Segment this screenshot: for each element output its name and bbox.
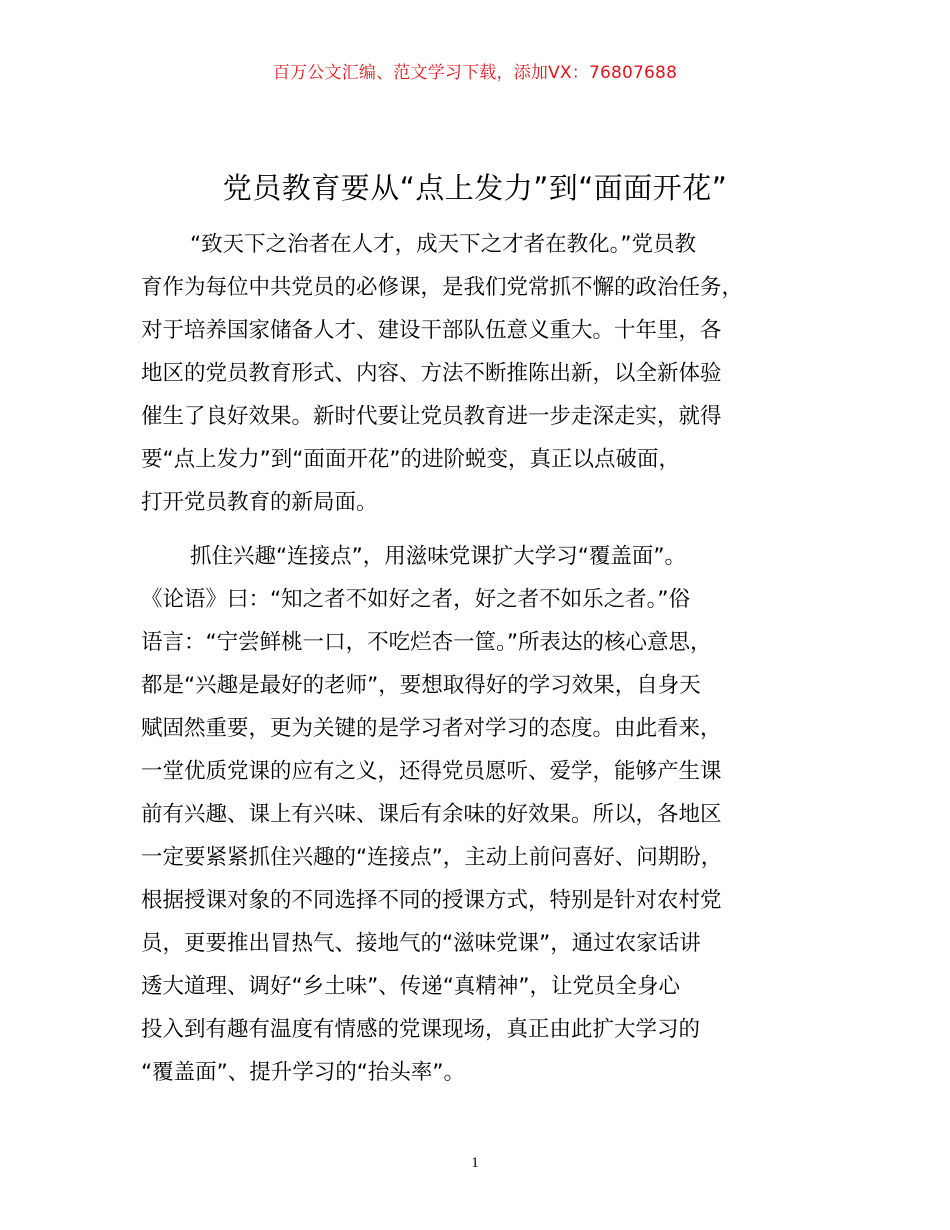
paragraph-line: 对于培养国家储备人才、建设干部队伍意义重大。十年里，各: [141, 318, 722, 343]
paragraph-line: “覆盖面”、提升学习的“抬头率”。: [141, 1060, 466, 1085]
paragraph-line: 育作为每位中共党员的必修课，是我们党常抓不懈的政治任务，: [141, 275, 744, 300]
paragraph-line: 根据授课对象的不同选择不同的授课方式，特别是针对农村党: [141, 888, 722, 913]
paragraph-line: 投入到有趣有温度有情感的党课现场，真正由此扩大学习的: [141, 1017, 701, 1042]
document-title: 党员教育要从“点上发力”到“面面开花”: [222, 171, 728, 205]
paragraph-line: “致天下之治者在人才，成天下之才者在教化。”党员教: [190, 232, 697, 257]
paragraph-line: 要“点上发力”到“面面开花”的进阶蜕变，真正以点破面，: [141, 447, 681, 472]
paragraph-line: 一定要紧紧抓住兴趣的“连接点”，主动上前问喜好、问期盼，: [141, 845, 723, 870]
paragraph-line: 打开党员教育的新局面。: [141, 490, 378, 515]
paragraph-line: 赋固然重要，更为关键的是学习者对学习的态度。由此看来，: [141, 716, 722, 741]
header-note: 百万公文汇编、范文学习下载，添加VX：76807688: [272, 63, 678, 83]
paragraph-line: 抓住兴趣“连接点”，用滋味党课扩大学习“覆盖面”。: [190, 544, 687, 569]
paragraph-line: 透大道理、调好“乡土味”、传递“真精神”，让党员全身心: [141, 974, 681, 999]
paragraph-line: 员，更要推出冒热气、接地气的“滋味党课”，通过农家话讲: [141, 931, 701, 956]
paragraph-line: 一堂优质党课的应有之义，还得党员愿听、爱学，能够产生课: [141, 759, 722, 784]
paragraph-line: 催生了良好效果。新时代要让党员教育进一步走深走实，就得: [141, 404, 722, 429]
paragraph-line: 地区的党员教育形式、内容、方法不断推陈出新，以全新体验: [141, 361, 722, 386]
paragraph-line: 语言：“宁尝鲜桃一口，不吃烂杏一筐。”所表达的核心意思，: [141, 630, 712, 655]
paragraph-line: 《论语》曰：“知之者不如好之者，好之者不如乐之者。”俗: [141, 587, 691, 612]
page-number: 1: [471, 1155, 479, 1171]
paragraph-line: 前有兴趣、课上有兴味、课后有余味的好效果。所以，各地区: [141, 802, 722, 827]
paragraph-line: 都是“兴趣是最好的老师”，要想取得好的学习效果，自身天: [141, 673, 701, 698]
